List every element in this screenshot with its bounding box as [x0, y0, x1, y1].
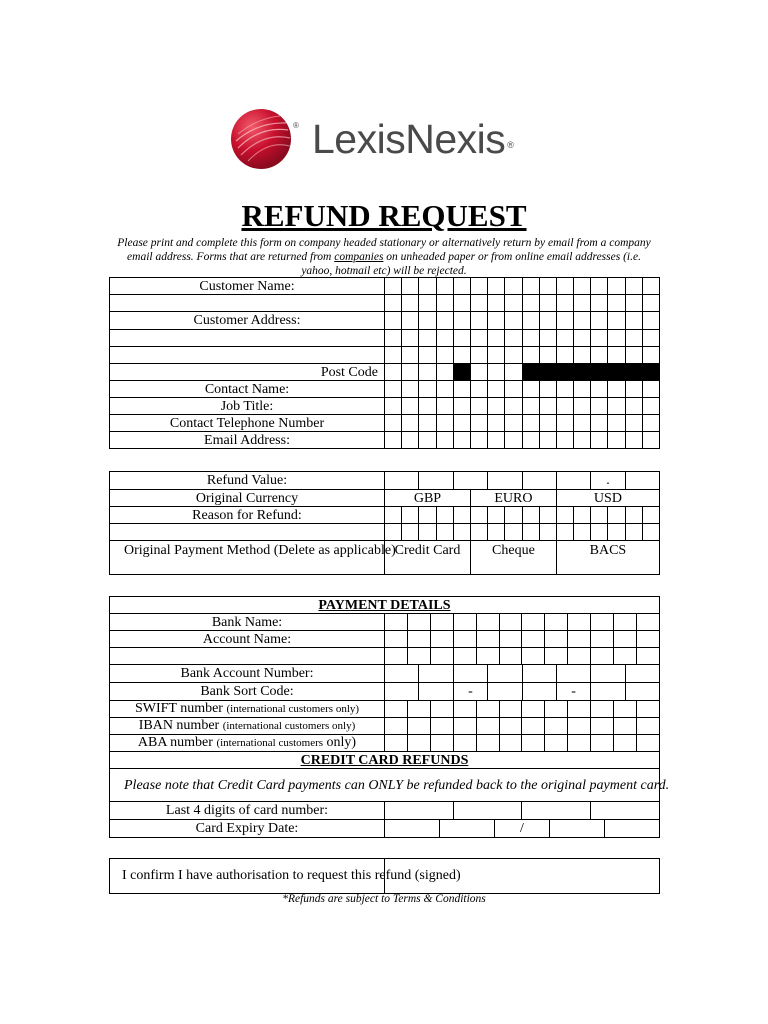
customer-address-row-3 [110, 347, 660, 364]
customer-details-table [109, 277, 660, 449]
sort-code-row [110, 683, 660, 701]
refund-value-label: Refund Value: [110, 472, 385, 490]
sort-code-cells [385, 683, 659, 700]
job-title-row [110, 398, 660, 415]
customer-address-row [110, 312, 660, 330]
iban-label: IBAN number (international customers only) [110, 718, 385, 735]
refund-reason-row-2 [110, 524, 660, 541]
last4-label: Last 4 digits of card number: [110, 802, 385, 820]
refund-details-table [109, 471, 660, 575]
customer-address-row-2 [110, 330, 660, 347]
method-bacs[interactable]: BACS [556, 541, 659, 575]
email-address-label: Email Address: [110, 432, 385, 449]
customer-name-row [110, 278, 660, 295]
post-code-blocked-cell [453, 364, 470, 381]
refund-decimal-point: . [591, 472, 625, 490]
payment-method-label: Original Payment Method (Delete as applicable) [110, 541, 385, 575]
original-currency-label: Original Currency [110, 490, 385, 507]
aba-label: ABA number (international customers only) [110, 735, 385, 752]
sort-code-dash-2: - [557, 683, 591, 700]
logo-wordmark: LexisNexis ® [312, 116, 514, 162]
sort-code-dash-1: - [454, 683, 488, 700]
expiry-slash: / [495, 820, 550, 837]
account-name-label: Account Name: [110, 631, 385, 648]
swift-row [110, 701, 660, 718]
payment-details-heading: PAYMENT DETAILS [110, 597, 660, 614]
credit-card-note-row [110, 769, 660, 802]
expiry-row [110, 820, 660, 838]
expiry-cells [385, 820, 659, 837]
customer-name-label: Customer Name: [110, 278, 385, 295]
confirmation-table [109, 858, 660, 894]
last4-row [110, 802, 660, 820]
contact-name-row [110, 381, 660, 398]
refund-reason-row [110, 507, 660, 524]
logo-sphere-icon [230, 108, 292, 170]
post-code-row [110, 364, 660, 381]
credit-card-heading: CREDIT CARD REFUNDS [110, 752, 660, 769]
sort-code-label: Bank Sort Code: [110, 683, 385, 701]
swift-label: SWIFT number (international customers only) [110, 701, 385, 718]
currency-usd[interactable]: USD [556, 490, 659, 507]
original-currency-row [110, 490, 660, 507]
method-credit-card[interactable]: Credit Card [385, 541, 471, 575]
customer-address-label: Customer Address: [110, 312, 385, 330]
customer-name-row-2 [110, 295, 660, 312]
currency-gbp[interactable]: GBP [385, 490, 471, 507]
expiry-label: Card Expiry Date: [110, 820, 385, 838]
job-title-label: Job Title: [110, 398, 385, 415]
post-code-label: Post Code [110, 364, 385, 381]
bank-name-label: Bank Name: [110, 614, 385, 631]
refund-reason-label: Reason for Refund: [110, 507, 385, 524]
account-number-row [110, 665, 660, 683]
credit-card-heading-row [110, 752, 660, 769]
contact-telephone-label: Contact Telephone Number [110, 415, 385, 432]
aba-row [110, 735, 660, 752]
account-name-row-2 [110, 648, 660, 665]
account-number-cells [385, 665, 659, 682]
page-title: REFUND REQUEST [241, 198, 527, 233]
account-name-row [110, 631, 660, 648]
account-number-label: Bank Account Number: [110, 665, 385, 683]
last4-cells [385, 802, 659, 819]
credit-card-note: Please note that Credit Card payments can ONLY be refunded back to the original payment card. [110, 769, 660, 802]
payment-method-row [110, 541, 660, 575]
terms-footnote: *Refunds are subject to Terms & Conditions [282, 893, 486, 905]
bank-name-row [110, 614, 660, 631]
intro-instructions: Please print and complete this form on company headed stationary or alternatively return by email from a company email address. Forms that are returned from companies on unheaded paper or from online email addresses (i.e. yahoo, hotmail etc) will be rejected. [117, 237, 651, 277]
confirmation-row [110, 859, 660, 894]
wordmark-registered-mark: ® [507, 140, 514, 150]
lexisnexis-logo [230, 108, 540, 170]
contact-telephone-row [110, 415, 660, 432]
contact-name-label: Contact Name: [110, 381, 385, 398]
payment-details-table [109, 596, 670, 838]
refund-value-row [110, 472, 660, 490]
iban-row [110, 718, 660, 735]
email-address-row [110, 432, 660, 449]
logo-registered-mark: ® [293, 121, 299, 130]
method-cheque[interactable]: Cheque [470, 541, 556, 575]
confirmation-label: I confirm I have authorisation to request this refund (signed) [110, 859, 385, 894]
currency-euro[interactable]: EURO [470, 490, 556, 507]
payment-heading-row [110, 597, 660, 614]
